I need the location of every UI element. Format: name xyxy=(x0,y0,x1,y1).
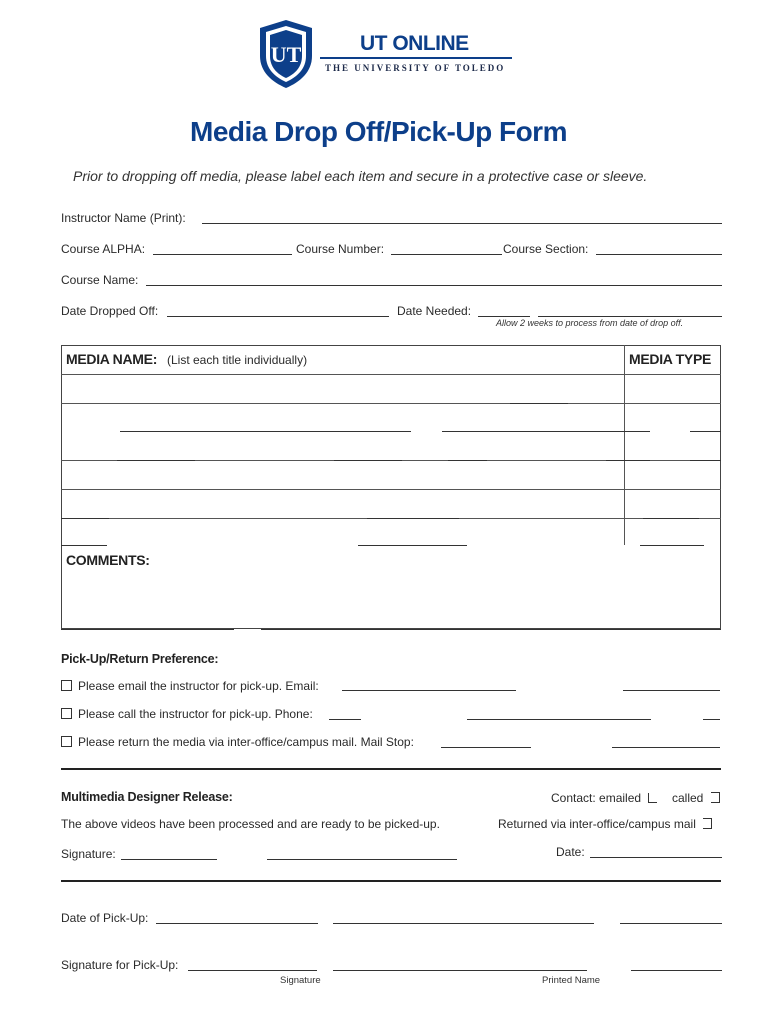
media-fill-line xyxy=(643,518,699,519)
course-number-field[interactable] xyxy=(391,254,502,255)
designer-signature-field[interactable] xyxy=(121,859,217,860)
instructor-name-field[interactable] xyxy=(202,223,722,224)
email-option-label: Please email the instructor for pick-up. Email: xyxy=(78,679,319,693)
phone-checkbox[interactable] xyxy=(61,708,72,719)
contact-called-label: called xyxy=(672,791,704,805)
comments-fill-line xyxy=(261,629,721,630)
page-title: Media Drop Off/Pick-Up Form xyxy=(190,116,567,147)
pickup-option-email[interactable] xyxy=(61,679,319,693)
called-checkbox[interactable] xyxy=(711,792,720,803)
printed-name-caption: Printed Name xyxy=(542,975,601,986)
university-name: THE UNIVERSITY OF TOLEDO xyxy=(325,63,506,73)
media-fill-line xyxy=(334,460,402,461)
signature-for-pickup-extra xyxy=(631,970,722,971)
date-needed-label: Date Needed: xyxy=(397,304,472,318)
media-row-4[interactable] xyxy=(61,489,721,490)
contact-called[interactable] xyxy=(672,791,720,805)
email-checkbox[interactable] xyxy=(61,680,72,691)
course-section-label: Course Section: xyxy=(503,242,589,256)
media-fill-line xyxy=(690,431,721,432)
brand-name: UT ONLINE xyxy=(360,32,469,55)
course-section-field[interactable] xyxy=(596,254,722,255)
media-name-header: MEDIA NAME: xyxy=(66,351,158,367)
instructor-name-label: Instructor Name (Print): xyxy=(61,211,186,225)
date-needed-note: Allow 2 weeks to process from date of drop off. xyxy=(496,318,684,328)
media-fill-line xyxy=(606,460,650,461)
section-divider xyxy=(61,880,721,882)
signature-caption: Signature xyxy=(280,975,321,986)
comments-header: COMMENTS: xyxy=(66,552,150,568)
media-type-header: MEDIA TYPE xyxy=(629,351,712,367)
media-row-2[interactable] xyxy=(61,403,721,404)
signature-for-pickup-label: Signature for Pick-Up: xyxy=(61,958,179,972)
phone-field-extra xyxy=(703,719,720,720)
media-name-hint: (List each title individually) xyxy=(167,353,308,367)
emailed-checkbox[interactable] xyxy=(648,793,657,803)
media-fill-line xyxy=(117,460,195,461)
date-of-pickup-extra xyxy=(620,923,722,924)
date-of-pickup-extra xyxy=(333,923,594,924)
contact-emailed-label: Contact: emailed xyxy=(551,791,642,805)
date-dropped-off-field[interactable] xyxy=(167,316,389,317)
media-fill-line xyxy=(448,460,487,461)
date-of-pickup-label: Date of Pick-Up: xyxy=(61,911,149,925)
media-fill-line xyxy=(510,403,568,404)
course-number-label: Course Number: xyxy=(296,242,385,256)
media-fill-line xyxy=(120,431,411,432)
pickup-option-mail[interactable] xyxy=(61,735,414,749)
pickup-option-phone[interactable] xyxy=(61,707,313,721)
media-table-divider xyxy=(624,345,625,545)
designer-date-field[interactable] xyxy=(590,857,722,858)
date-of-pickup-field[interactable] xyxy=(156,923,318,924)
signature-for-pickup-field[interactable] xyxy=(188,970,317,971)
email-field[interactable] xyxy=(342,690,516,691)
phone-field-extra xyxy=(467,719,651,720)
media-row-1[interactable] xyxy=(61,374,721,375)
returned-campus-mail[interactable] xyxy=(498,817,712,831)
designer-signature-extra xyxy=(267,859,457,860)
course-name-field[interactable] xyxy=(146,285,722,286)
instructions-text: Prior to dropping off media, please label each item and secure in a protective case or sleeve. xyxy=(73,168,648,184)
comments-field[interactable] xyxy=(62,572,720,628)
comments-fill-line xyxy=(61,629,234,630)
date-needed-field-b[interactable] xyxy=(538,316,722,317)
media-fill-line xyxy=(690,460,721,461)
release-heading: Multimedia Designer Release: xyxy=(61,790,233,804)
course-alpha-label: Course ALPHA: xyxy=(61,242,146,256)
mail-stop-field[interactable] xyxy=(441,747,531,748)
ut-shield-logo xyxy=(256,18,316,90)
media-fill-line xyxy=(358,545,467,546)
printed-name-field[interactable] xyxy=(333,970,587,971)
returned-label: Returned via inter-office/campus mail xyxy=(498,817,696,831)
media-fill-line xyxy=(442,431,650,432)
email-field-extra xyxy=(623,690,720,691)
logo-letters: UT xyxy=(270,42,302,67)
mail-option-label: Please return the media via inter-office/campus mail. Mail Stop: xyxy=(78,735,414,749)
media-fill-line xyxy=(61,545,107,546)
media-fill-line xyxy=(367,518,459,519)
processed-text: The above videos have been processed and are ready to be picked-up. xyxy=(61,817,440,831)
phone-option-label: Please call the instructor for pick-up. Phone: xyxy=(78,707,313,721)
phone-field[interactable] xyxy=(329,719,361,720)
section-divider xyxy=(61,768,721,770)
course-alpha-field[interactable] xyxy=(153,254,292,255)
brand-underline xyxy=(320,57,512,59)
designer-signature-label: Signature: xyxy=(61,847,116,861)
pickup-preference-heading: Pick-Up/Return Preference: xyxy=(61,652,219,666)
contact-emailed[interactable] xyxy=(551,791,657,805)
mail-checkbox[interactable] xyxy=(61,736,72,747)
date-needed-field-a[interactable] xyxy=(478,316,530,317)
designer-date-label: Date: xyxy=(556,845,585,859)
returned-checkbox[interactable] xyxy=(703,818,712,829)
media-fill-line xyxy=(640,545,704,546)
course-name-label: Course Name: xyxy=(61,273,139,287)
mail-stop-extra xyxy=(612,747,720,748)
media-fill-line xyxy=(61,518,109,519)
date-dropped-off-label: Date Dropped Off: xyxy=(61,304,159,318)
